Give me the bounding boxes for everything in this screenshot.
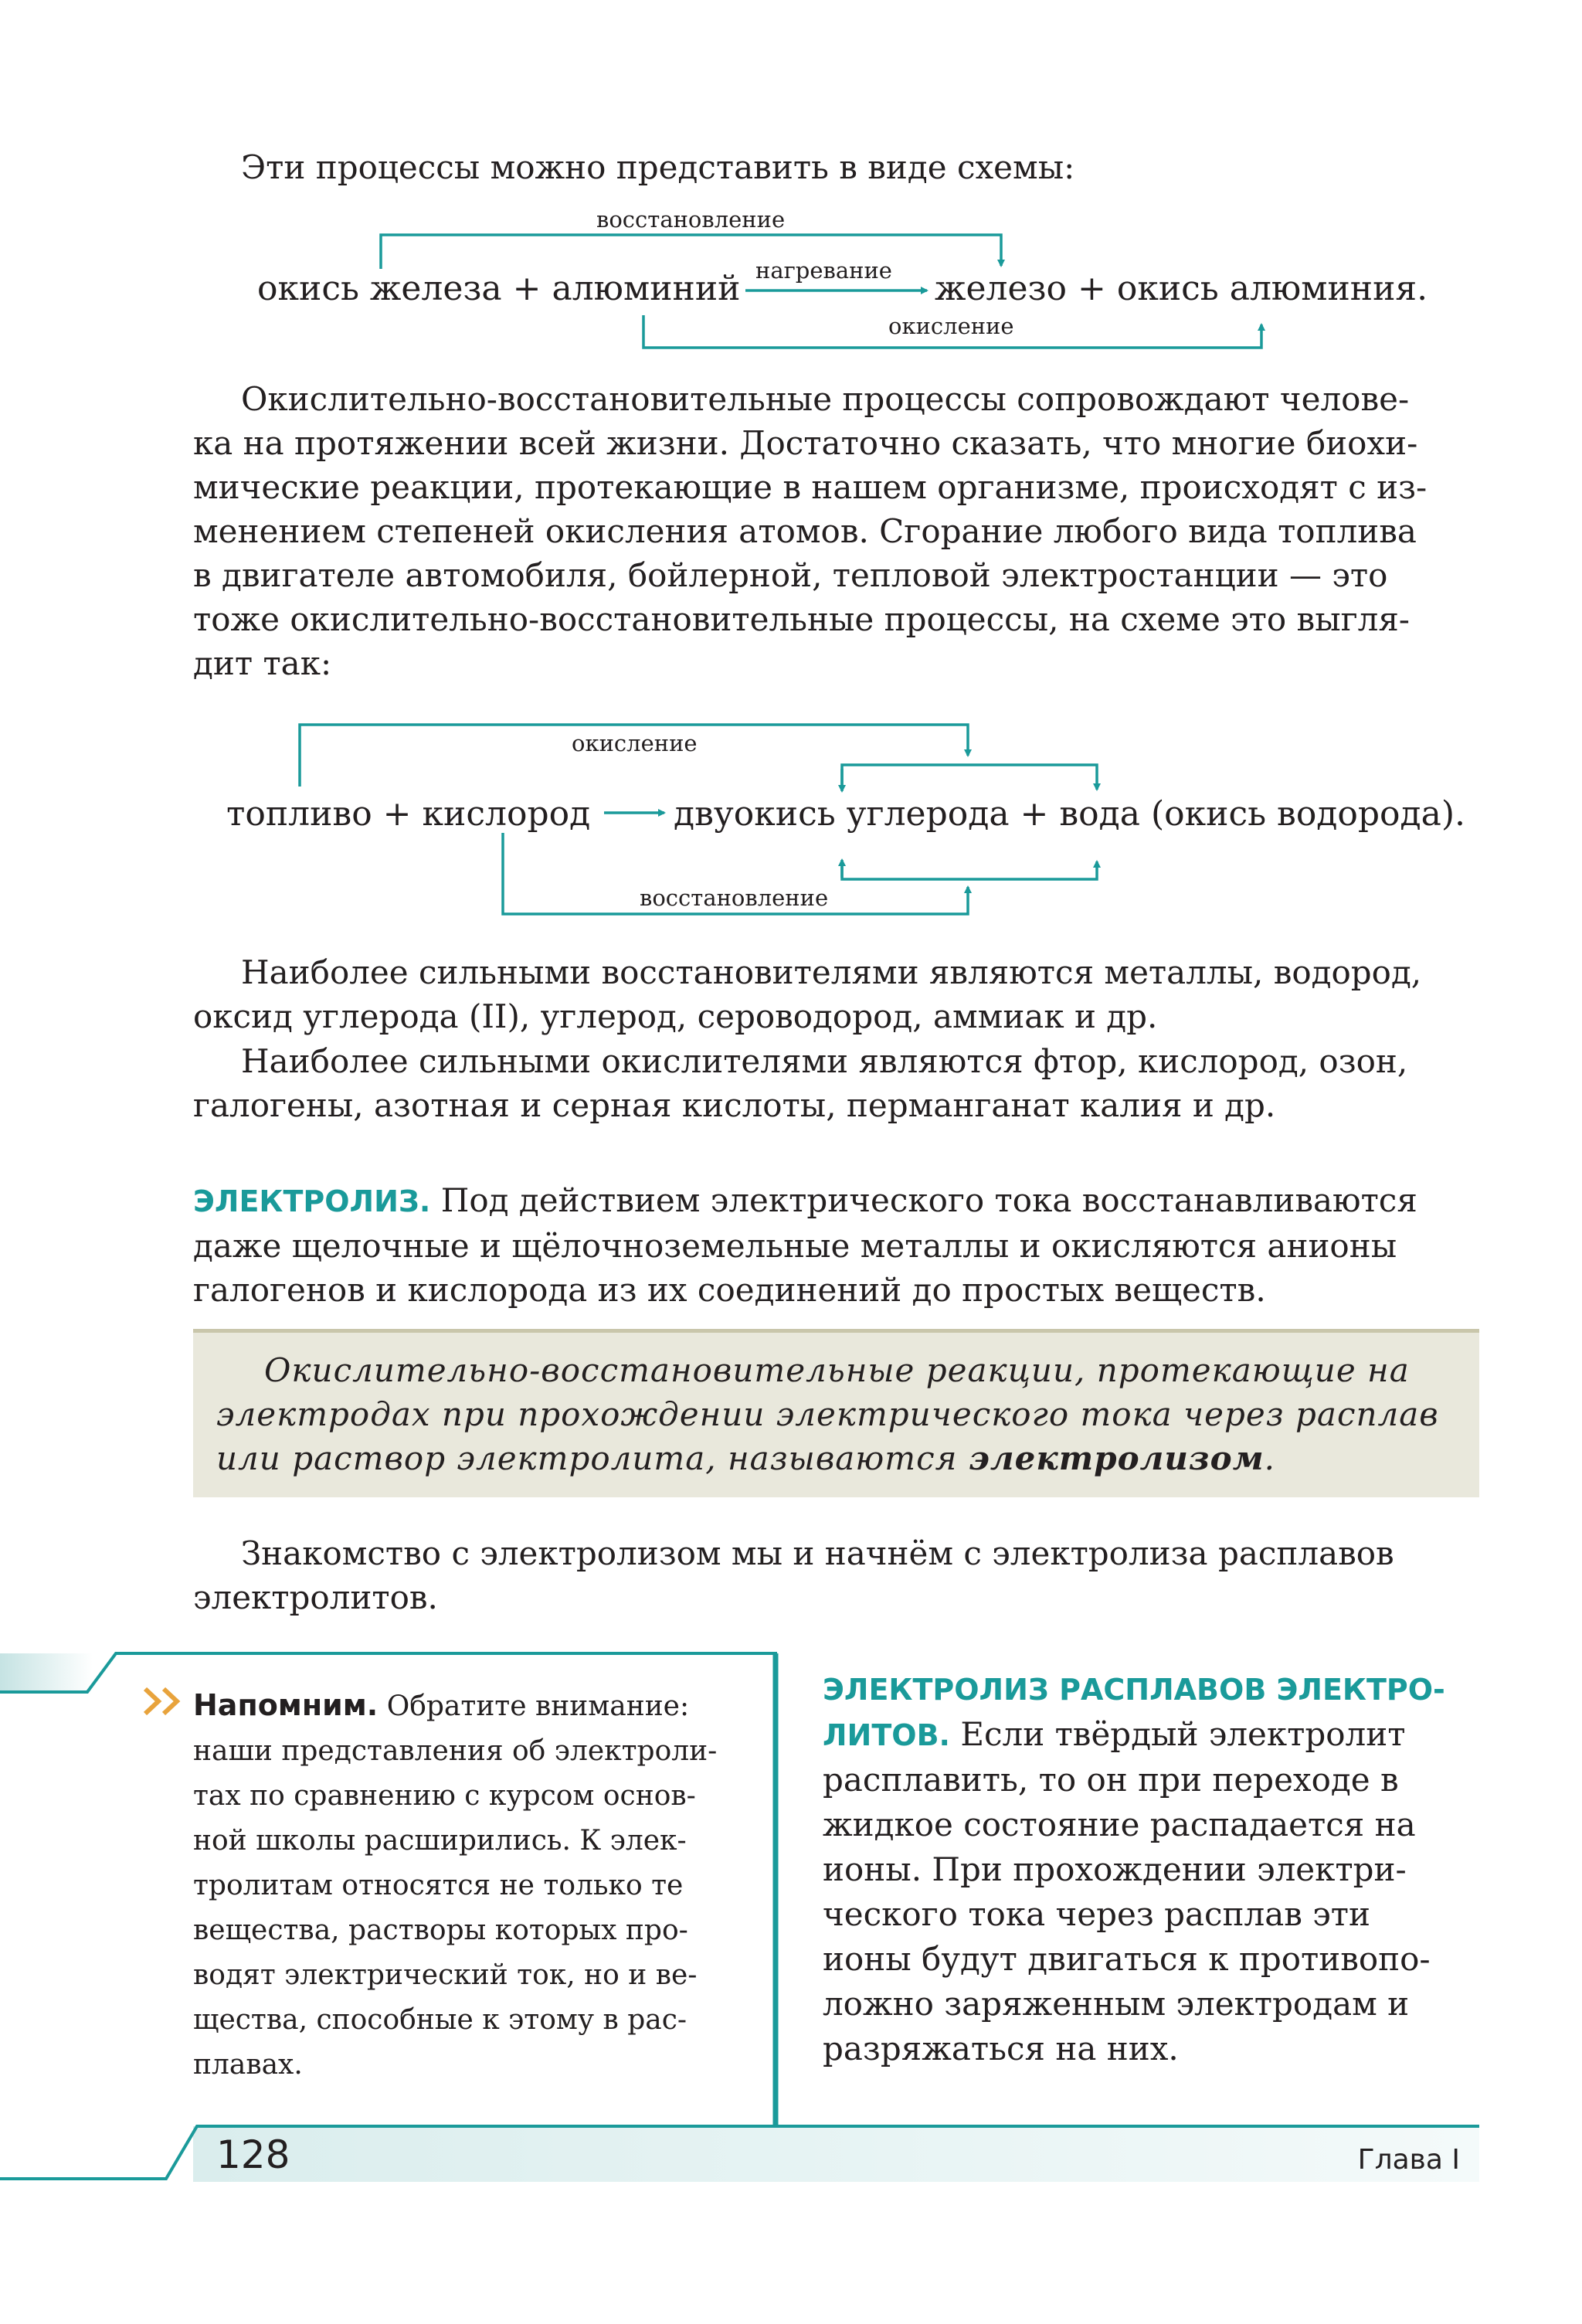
definition-box xyxy=(193,1329,1479,1497)
section-heading-line1: ЭЛЕКТРОЛИЗ РАСПЛАВОВ ЭЛЕКТРО- xyxy=(823,1673,1445,1707)
paragraph-reducers: Наиболее сильными восстановителями являются металлы, водород, оксид углерода (II), углерод, сероводород, аммиак и др. xyxy=(193,953,1422,1035)
section-electrolysis-melts: ЭЛЕКТРОЛИЗ РАСПЛАВОВ ЭЛЕКТРО- ЛИТОВ. Если твёрдый электролит расплавить, то он при переходе в жидкое состояние распадается на ионы. При прохождении электри- ческого тока через расплав эти ионы будут двигаться к противопо- ложно заряженным электродам и разряжаться на них. xyxy=(823,1667,1479,2071)
sidebar-title: Напомним. xyxy=(193,1688,379,1722)
scheme1-arrow-label: нагревание xyxy=(755,257,892,284)
page-number: 128 xyxy=(216,2132,290,2177)
paragraph-electrolysis: ЭЛЕКТРОЛИЗ. Под действием электрического тока восстанавливаются даже щелочные и щёлочноземельные металлы и окисляются анионы галогенов и кислорода из их соединений до простых веществ. xyxy=(193,1181,1417,1309)
double-chevron-icon xyxy=(145,1689,177,1714)
scheme2-products: двуокись углерода + вода (окись водорода). xyxy=(674,794,1466,834)
scheme1-bottom-label: окисление xyxy=(888,313,1014,339)
paragraph-intro-melts: Знакомство с электролизом мы и начнём с электролиза расплавов электролитов. xyxy=(193,1534,1394,1616)
scheme1-intro: Эти процессы можно представить в виде схемы: xyxy=(241,148,1075,186)
paragraph-oxidizers: Наиболее сильными окислителями являются фтор, кислород, озон, галогены, азотная и серная кислоты, перманганат калия и др. xyxy=(193,1042,1408,1124)
scheme1-top-label: восстановление xyxy=(596,206,786,233)
chapter-label: Глава I xyxy=(1357,2144,1460,2176)
scheme2-reactants: топливо + кислород xyxy=(226,794,591,834)
scheme2-top-label: окисление xyxy=(572,730,698,756)
scheme1-reactants: окись железа + алюминий xyxy=(257,269,741,308)
section-heading-line2: ЛИТОВ. xyxy=(823,1718,950,1752)
paragraph-redox-processes: Окислительно-восстановительные процессы сопровождают челове- ка на протяжении всей жизни. Достаточно сказать, что многие биохи- мические реакции, протекающие в нашем организме, происходят с из- менением степеней окисления атомов. Сгорание любого вида топлива в двигателе автомобиля, бойлерной, тепловой электростанции — это тоже окислительно-восстановительные процессы, на схеме это выгля- дит так: xyxy=(193,380,1428,682)
sidebar-reminder: Напомним. Обратите внимание: наши представления об электроли- тах по сравнению с курсом основ- ной школы расширились. К элек- тролитам относятся не только те вещества, растворы которых про- водят электрический ток, но и ве- щества, способные к этому в рас- плавах. xyxy=(193,1688,718,2081)
scheme1-products: железо + окись алюминия. xyxy=(935,269,1428,308)
definition-term: электролизом xyxy=(968,1439,1265,1477)
definition-text: Окислительно-восстановительные реакции, протекающие на электродах при прохождении электрического тока через расплав или раствор электролита, называются электролизом. xyxy=(216,1351,1439,1477)
electrolysis-heading: ЭЛЕКТРОЛИЗ. xyxy=(193,1184,431,1218)
scheme2-bottom-label: восстановление xyxy=(640,885,829,911)
